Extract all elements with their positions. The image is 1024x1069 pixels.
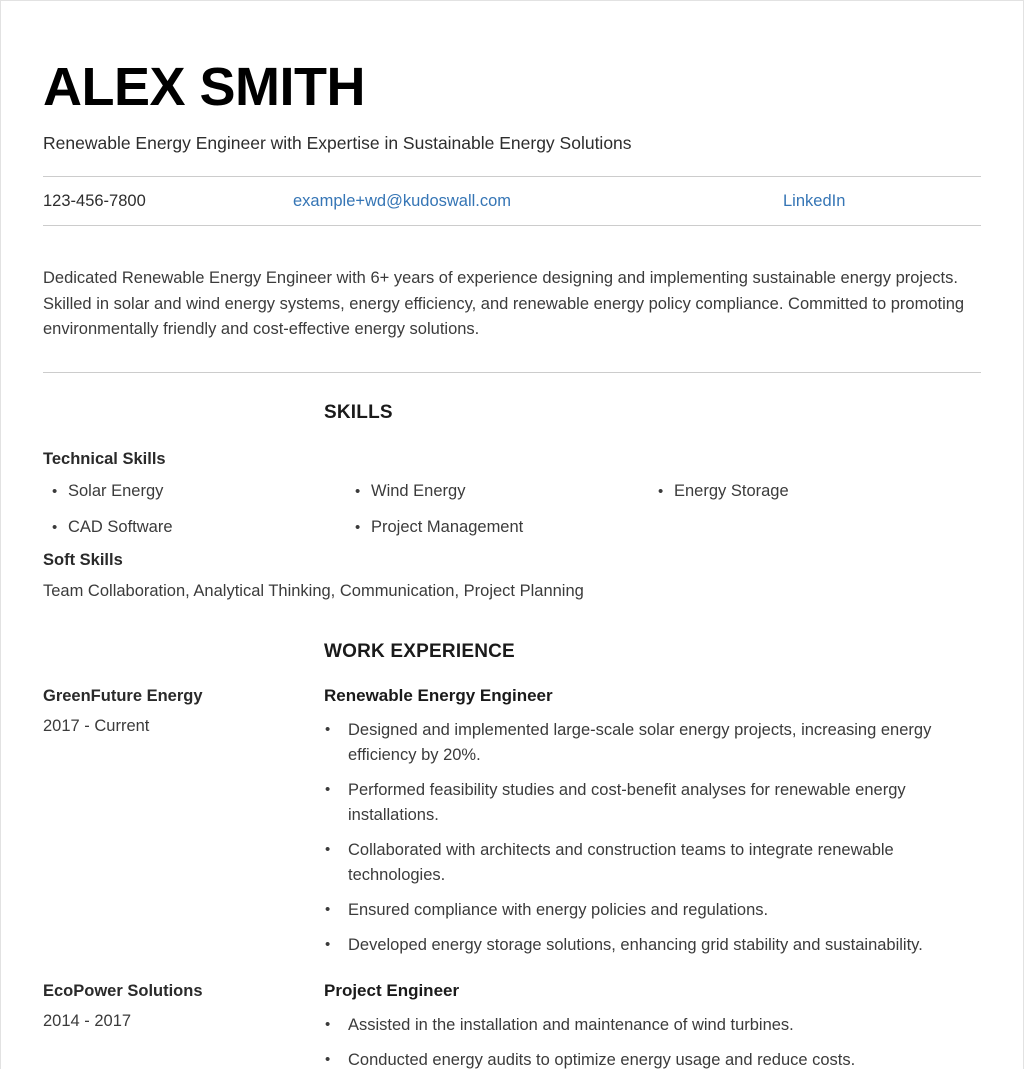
contact-email[interactable] <box>293 192 783 211</box>
bullet-icon: • <box>325 935 331 953</box>
work-entry-body <box>324 980 981 1069</box>
list-item <box>324 769 981 829</box>
list-item <box>324 924 981 959</box>
skill-label: Solar Energy <box>68 481 164 500</box>
work-entry-meta <box>43 685 324 958</box>
bullet-icon: • <box>325 780 331 798</box>
work-bullet-text: Designed and implemented large-scale solar energy projects, increasing energy efficiency by 20%. <box>348 720 932 765</box>
section-heading-skills: SKILLS <box>324 401 393 423</box>
contact-row <box>43 177 981 225</box>
skills-technical-grid <box>43 469 981 537</box>
list-item <box>324 1013 981 1039</box>
bullet-icon: • <box>658 482 664 500</box>
work-dates: 2017 - Current <box>43 716 150 735</box>
work-company: EcoPower Solutions <box>43 982 203 1001</box>
list-item <box>324 889 981 924</box>
skill-label: Wind Energy <box>371 481 466 500</box>
skill-label: CAD Software <box>68 517 173 536</box>
resume-content <box>1 1 1023 1069</box>
list-item <box>43 518 346 537</box>
work-entry <box>43 663 981 958</box>
list-item <box>346 518 649 537</box>
work-bullet-text: Assisted in the installation and maintenance of wind turbines. <box>348 1016 794 1035</box>
contact-email-link[interactable]: example+wd@kudoswall.com <box>293 191 512 210</box>
bullet-icon: • <box>325 720 331 738</box>
skills-technical-label: Technical Skills <box>43 449 166 468</box>
work-bullet-text: Developed energy storage solutions, enhancing grid stability and sustainability. <box>348 935 923 954</box>
section-heading-work-experience: WORK EXPERIENCE <box>324 640 515 662</box>
contact-linkedin-link[interactable]: LinkedIn <box>783 191 846 210</box>
bullet-icon: • <box>325 840 331 858</box>
professional-summary: Dedicated Renewable Energy Engineer with 6+ years of experience designing and implementing sustainable energy projects. Skilled in solar and wind energy systems, energy efficiency, and renewable energy policy compliance. Committed to promoting environmentally friendly and cost-effective energy solutions. <box>43 269 965 338</box>
skills-soft-list: Team Collaboration, Analytical Thinking, Communication, Project Planning <box>43 581 584 600</box>
work-bullet-text: Conducted energy audits to optimize energy usage and reduce costs. <box>348 1050 856 1069</box>
work-entry-body <box>324 685 981 958</box>
work-bullet-text: Collaborated with architects and construction teams to integrate renewable technologies. <box>348 840 894 885</box>
list-item <box>324 718 981 769</box>
contact-phone: 123-456-7800 <box>43 191 146 210</box>
list-item <box>346 482 649 501</box>
list-item <box>649 482 981 501</box>
headline-subtitle: Renewable Energy Engineer with Expertise in Sustainable Energy Solutions <box>43 132 632 153</box>
bullet-icon: • <box>355 518 361 536</box>
skill-label: Energy Storage <box>674 481 789 500</box>
skills-soft-label: Soft Skills <box>43 550 123 569</box>
list-item <box>324 1039 981 1069</box>
work-job-title: Renewable Energy Engineer <box>324 685 553 705</box>
work-entry <box>43 958 981 1069</box>
bullet-icon: • <box>325 1016 331 1034</box>
list-item <box>43 482 346 501</box>
bullet-icon: • <box>52 518 58 536</box>
work-dates: 2014 - 2017 <box>43 1012 132 1031</box>
bullet-icon: • <box>355 482 361 500</box>
work-bullet-list <box>324 1003 981 1069</box>
work-bullet-text: Ensured compliance with energy policies and regulations. <box>348 900 769 919</box>
bullet-icon: • <box>325 1050 331 1068</box>
work-bullet-text: Performed feasibility studies and cost-benefit analyses for renewable energy installations. <box>348 780 906 825</box>
bullet-icon: • <box>325 900 331 918</box>
work-job-title: Project Engineer <box>324 981 460 1001</box>
work-bullet-list <box>324 708 981 959</box>
work-entry-meta <box>43 980 324 1069</box>
bullet-icon: • <box>52 482 58 500</box>
skill-label: Project Management <box>371 517 524 536</box>
contact-linkedin[interactable] <box>783 192 845 211</box>
list-item <box>324 829 981 889</box>
work-company: GreenFuture Energy <box>43 686 203 705</box>
page-title: ALEX SMITH <box>43 57 366 117</box>
